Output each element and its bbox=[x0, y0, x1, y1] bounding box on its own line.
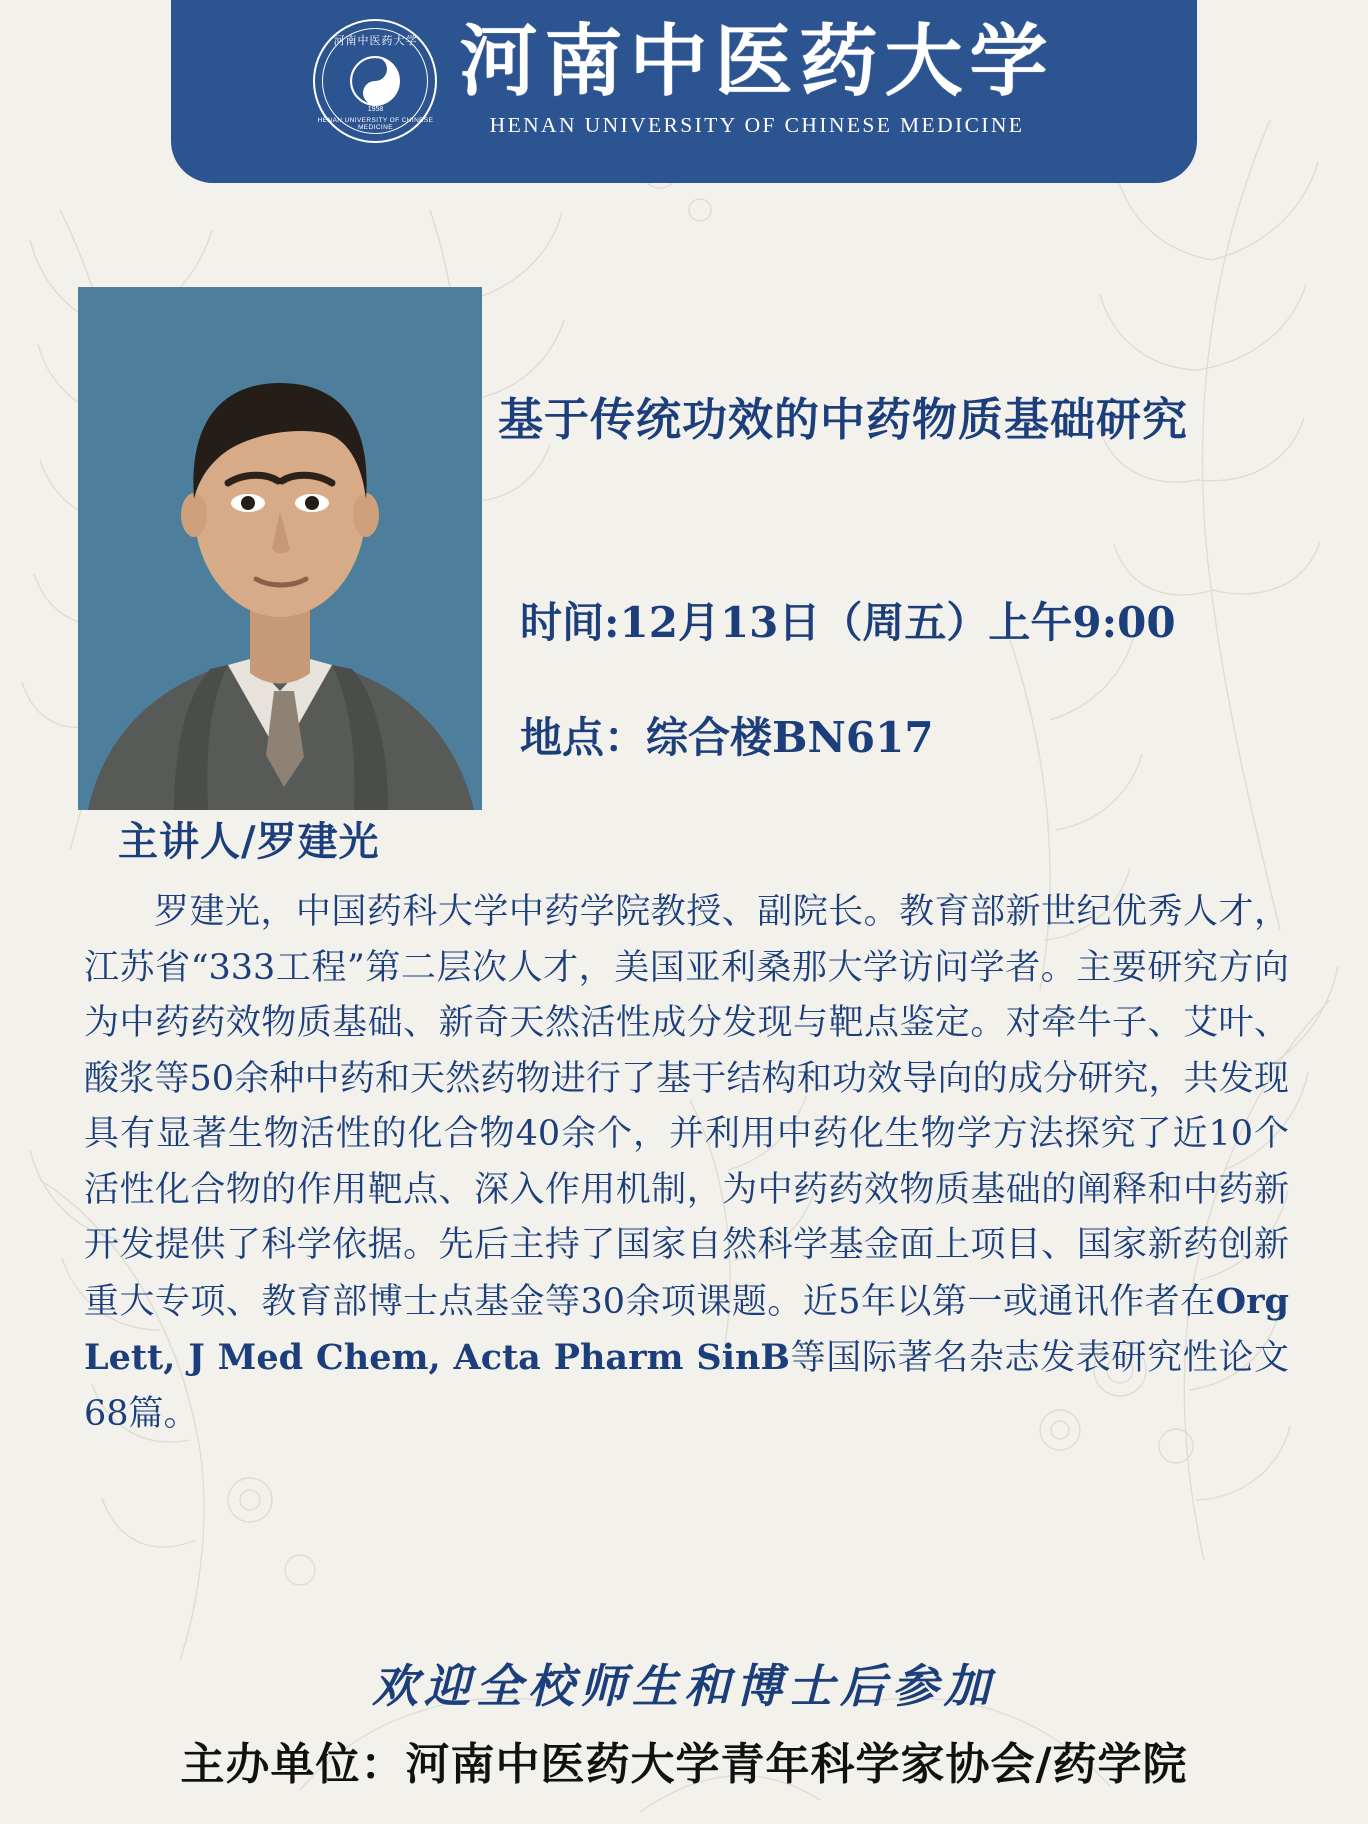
lecture-time: 时间:12月13日（周五）上午9:00 bbox=[520, 598, 1176, 647]
speaker-biography bbox=[84, 885, 1289, 1442]
welcome-note: 欢迎全校师生和博士后参加 bbox=[372, 1659, 996, 1713]
school-name-block bbox=[459, 16, 1055, 138]
bio-text-part1: 罗建光，中国药科大学中药学院教授、副院长。教育部新世纪优秀人才，江苏省“333工程”第二层次人才，美国亚利桑那大学访问学者。主要研究方向为中药药效物质基础、新奇天然活性成分发现与靶点鉴定。对牵牛子、艾叶、酸浆等50余种中药和天然药物进行了基于结构和功效导向的成分研究，共发现具有显著生物活性的化合物40余个，并利用中药化生物学方法探究了近10个活性化合物的作用靶点、深入作用机制，为中药药效物质基础的阐释和中药新开发提供了科学依据。先后主持了国家自然科学基金面上项目、国家新药创新重大专项、教育部博士点基金等30余项课题。近5年以第一或通讯作者在 bbox=[84, 892, 1289, 1322]
university-logo-icon bbox=[313, 19, 437, 143]
bio-text-part2: 等国际著名杂志发表研究性论文68篇。 bbox=[84, 1338, 1289, 1434]
school-name-en: HENAN UNIVERSITY OF CHINESE MEDICINE bbox=[489, 113, 1025, 137]
logo-text-en: HENAN UNIVERSITY OF CHINESE MEDICINE bbox=[317, 116, 434, 131]
logo-year: 1958 bbox=[367, 105, 384, 113]
organizer-line: 主办单位：河南中医药大学青年科学家协会/药学院 bbox=[180, 1739, 1188, 1790]
bio-journal-names: Org Lett, J Med Chem, Acta Pharm SinB bbox=[84, 1280, 1289, 1378]
school-name-cn: 河南中医药大学 bbox=[459, 16, 1055, 107]
lecture-place: 地点：综合楼BN617 bbox=[520, 713, 934, 762]
speaker-name-label: 主讲人/罗建光 bbox=[118, 818, 380, 865]
header-banner bbox=[171, 0, 1197, 183]
logo-text-cn: 河南中医药大学 bbox=[333, 34, 418, 47]
speaker-portrait-photo bbox=[78, 287, 482, 810]
lecture-title: 基于传统功效的中药物质基础研究 bbox=[498, 393, 1189, 446]
taiji-icon bbox=[349, 55, 401, 107]
